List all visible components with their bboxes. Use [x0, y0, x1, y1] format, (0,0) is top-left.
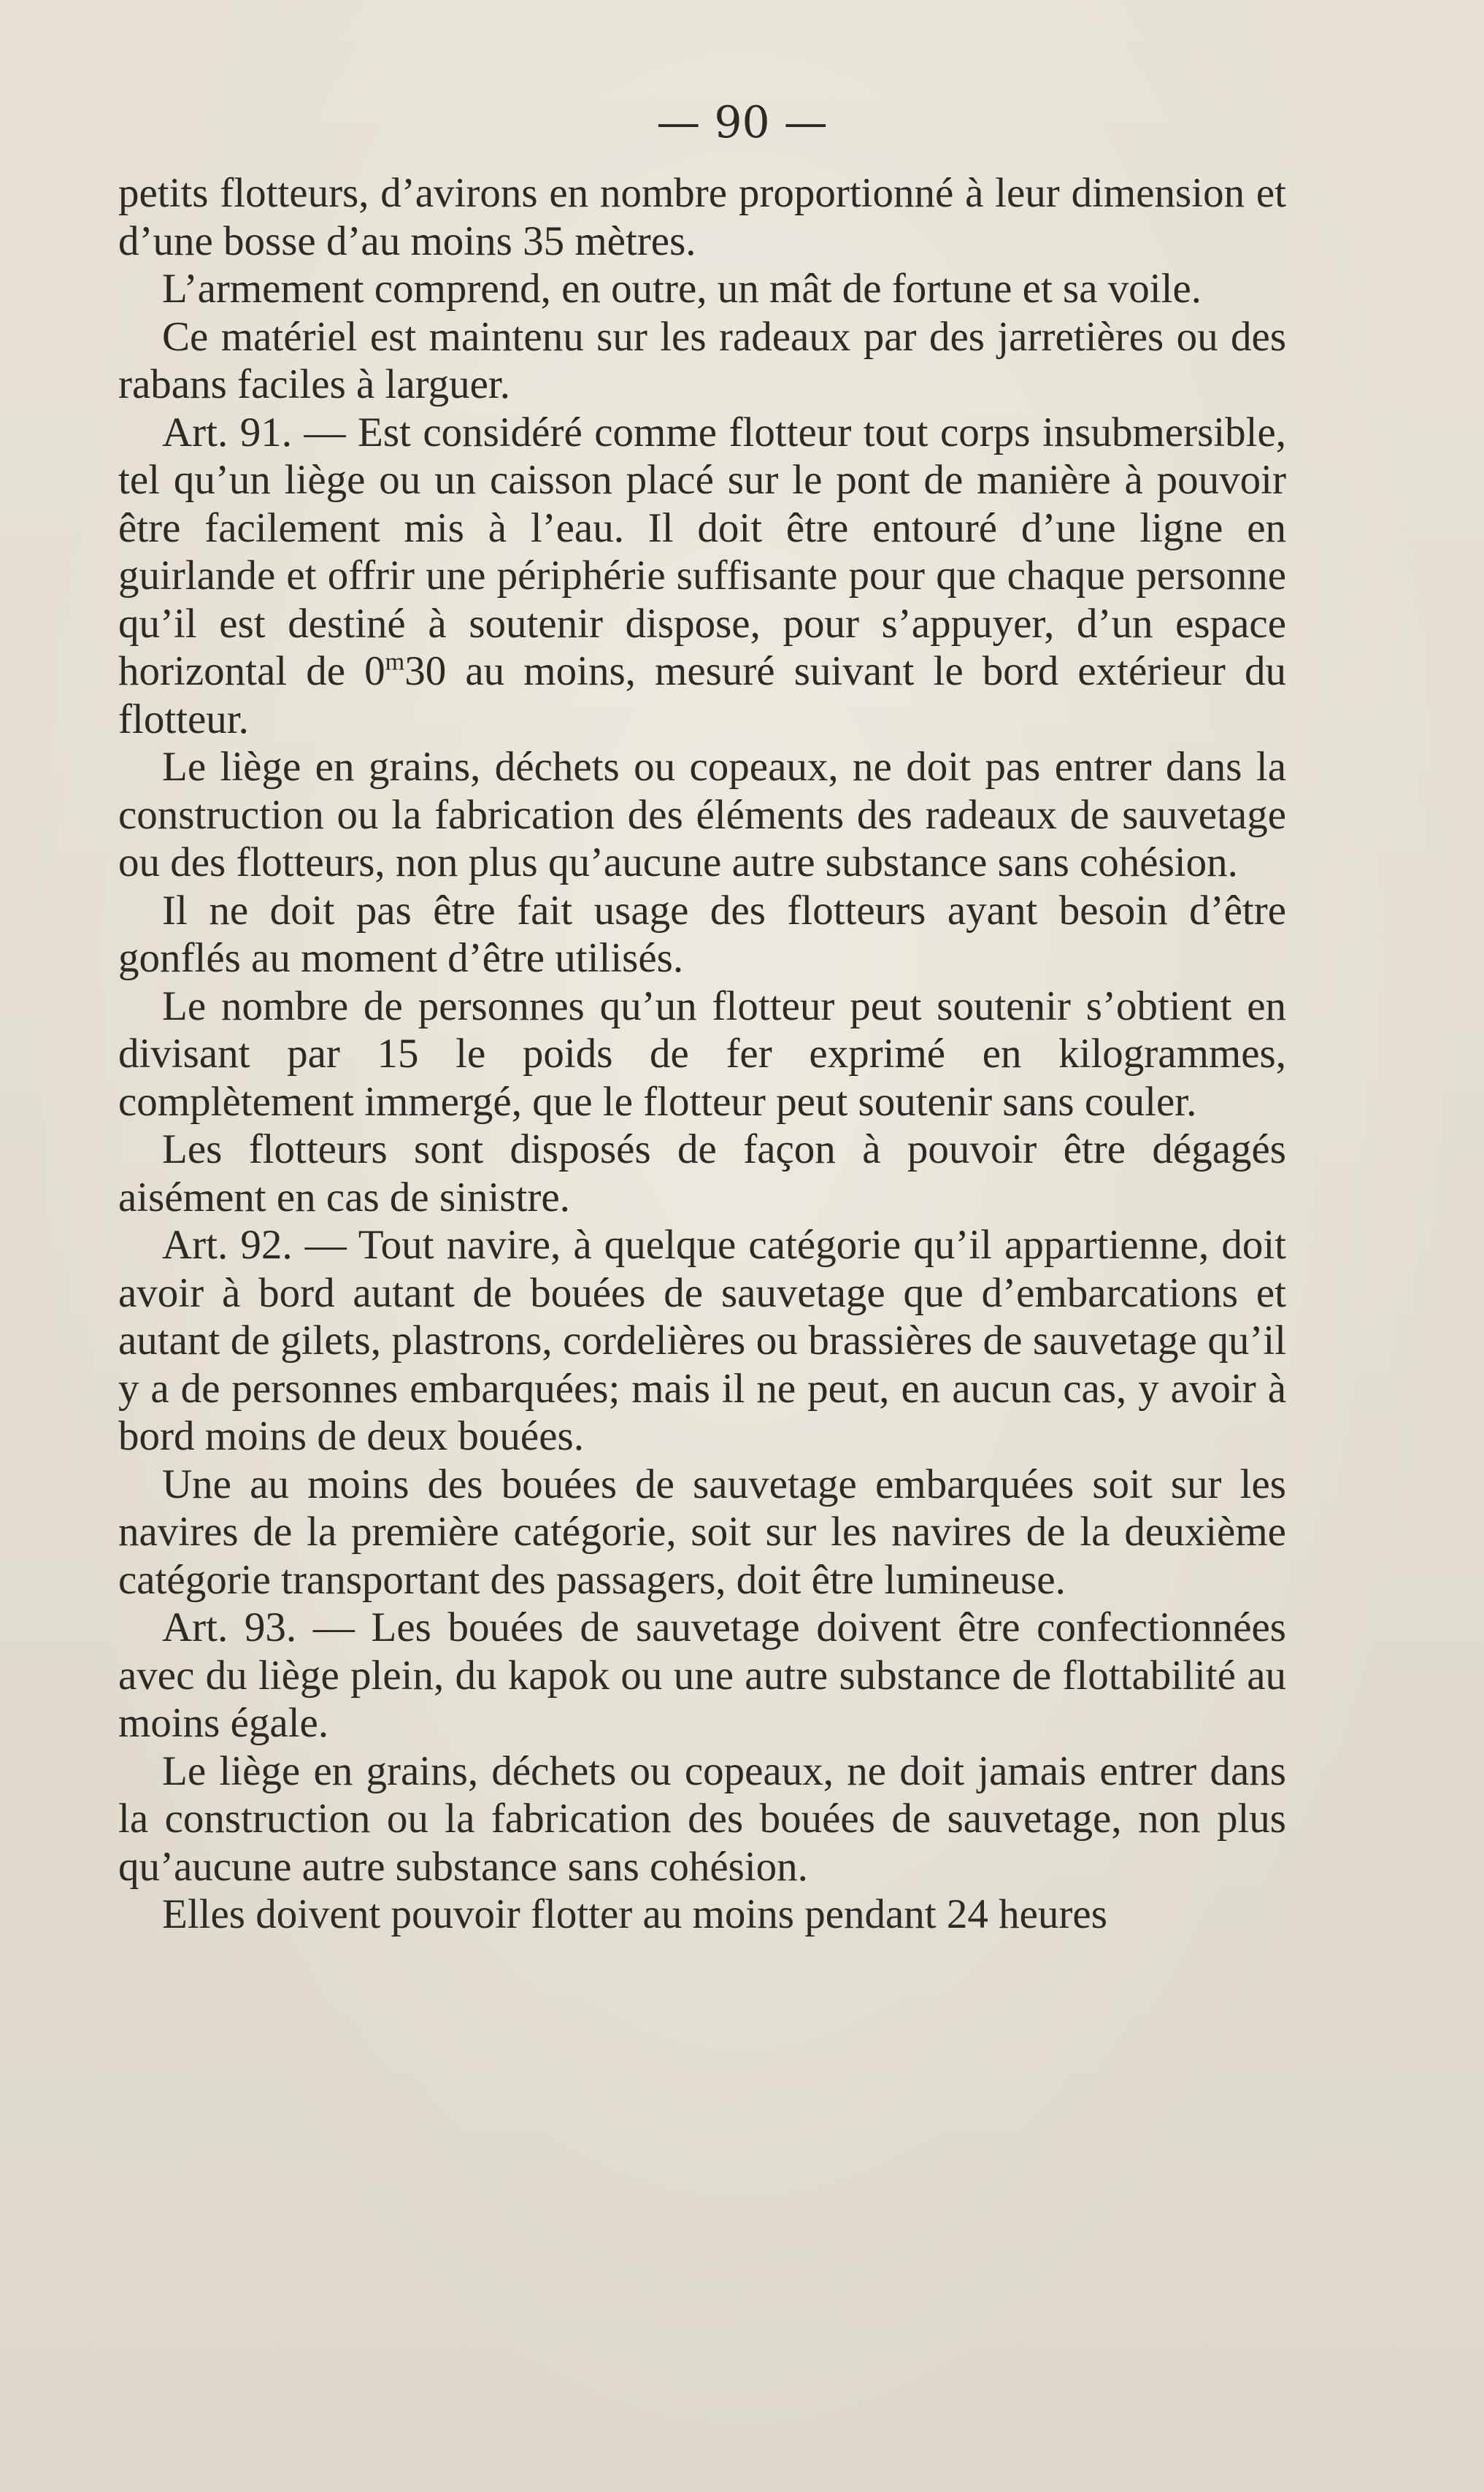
- paragraph-13: Elles doivent pouvoir flotter au moins pendant 24 heures: [162, 1891, 1107, 1937]
- paragraph-5: Le liège en grains, déchets ou copeaux, ne doit pas entrer dans la construction ou la fabrication des éléments des radeaux de sauvetage ou des flotteurs, non plus qu’aucune autre substance sans cohésion.: [118, 744, 1286, 885]
- paragraph-3: Ce matériel est maintenu sur les radeaux par des jarretières ou des rabans faciles à larguer.: [118, 313, 1286, 407]
- paragraph-art-91-part-2: 30 au moins, mesuré suivant le bord extérieur du flotteur.: [118, 648, 1287, 742]
- paragraph-6: Il ne doit pas être fait usage des flotteurs ayant besoin d’être gonflés au moment d’être utilisés.: [118, 887, 1286, 981]
- paragraph-12: Le liège en grains, déchets ou copeaux, ne doit jamais entrer dans la construction ou la fabrication des bouées de sauvetage, non plus qu’aucune autre substance sans cohésion.: [118, 1747, 1286, 1890]
- body-text: [118, 169, 1286, 1939]
- paragraph-art-93: Art. 93. — Les bouées de sauvetage doivent être confectionnées avec du liège plein, du kapok ou une autre substance de flottabilité au moins égale.: [118, 1604, 1286, 1746]
- paragraph-8: Les flotteurs sont disposés de façon à pouvoir être dégagés aisément en cas de sinistre.: [118, 1126, 1286, 1220]
- paragraph-1: petits flotteurs, d’avirons en nombre proportionné à leur dimension et d’une bosse d’au moins 35 mètres.: [118, 170, 1286, 264]
- paragraph-art-91: [118, 409, 1286, 744]
- unit-superscript: m: [385, 648, 405, 676]
- paragraph-2: L’armement comprend, en outre, un mât de fortune et sa voile.: [162, 266, 1202, 312]
- paragraph-7: Le nombre de personnes qu’un flotteur peut soutenir s’obtient en divisant par 15 le poids de fer exprimé en kilogrammes, complètement immergé, que le flotteur peut soutenir sans couler.: [118, 982, 1286, 1125]
- page-number: — 90 —: [656, 97, 828, 148]
- paragraph-10: Une au moins des bouées de sauvetage embarquées soit sur les navires de la première catégorie, soit sur les navires de la deuxième catégorie transportant des passagers, doit être lumineuse.: [118, 1461, 1286, 1603]
- paragraph-art-91-part-1: Art. 91. — Est considéré comme flotteur tout corps insubmersible, tel qu’un liège ou un caisson placé sur le pont de manière à pouvoir être facilement mis à l’eau. Il doit être entouré d’une ligne en guirlande et offrir une périphérie suffisante pour que chaque personne qu’il est destiné à soutenir dispose, pour s’appuyer, d’un espace horizontal de 0: [118, 409, 1286, 694]
- paragraph-art-92: Art. 92. — Tout navire, à quelque catégorie qu’il appartienne, doit avoir à bord autant de bouées de sauvetage que d’embarcations et autant de gilets, plastrons, cordelières ou brassières de sauvetage qu’il y a de personnes embarquées; mais il ne peut, en aucun cas, y avoir à bord moins de deux bouées.: [118, 1222, 1286, 1459]
